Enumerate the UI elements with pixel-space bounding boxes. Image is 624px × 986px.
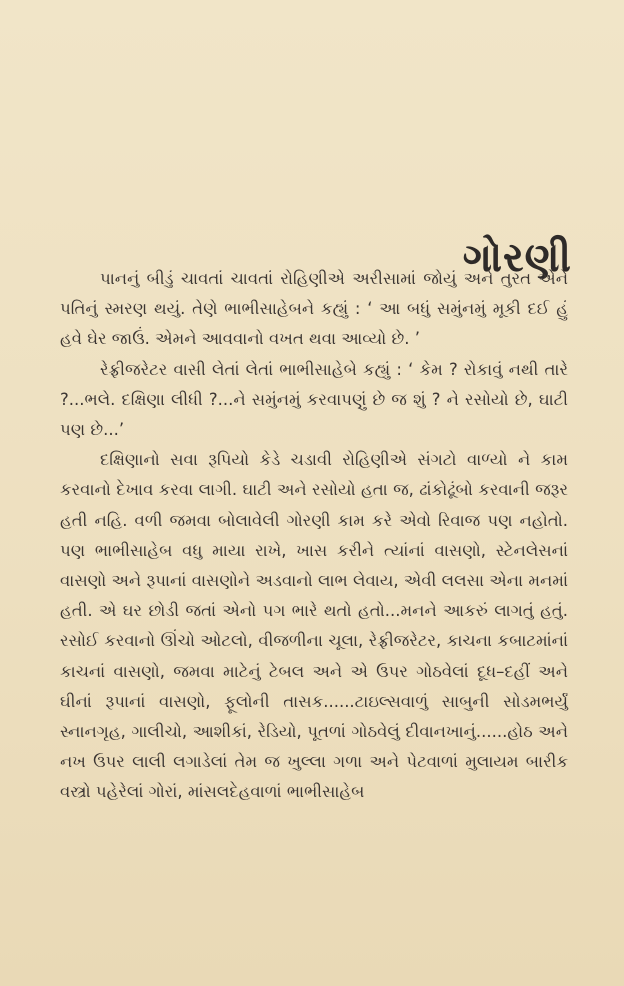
paragraph-1: પાનનું બીડું ચાવતાં ચાવતાં રોહિણીએ અરીસામાં જોયું અને તુરત એને પતિનું સ્મરણ થયું. તેણે ભાભીસાહેબને કહ્યું : ‘ આ બધું સમુંનમું મૂકી દઈ હું હવે ઘેર જાઉં. એમને આવવાનો વખત થવા આવ્યો છે. ’ xyxy=(60,269,568,349)
chapter-title: ગોરણી xyxy=(462,234,572,281)
paragraph-3: દક્ષિણાનો સવા રૂપિયો કેડે ચડાવી રોહિણીએ સંગટો વાળ્યો ને કામ કરવાનો દેખાવ કરવા લાગી. ઘાટી અને રસોયો હતા જ, ઢાંકોઢૂંબો કરવાની જરૂર હતી નહિ. વળી જમવા બોલાવેલી ગોરણી કામ કરે એવો રિવાજ પણ નહોતો. પણ ભાભીસાહેબ વધુ માયા રાખે, ખાસ કરીને ત્યાંનાં વાસણો, સ્ટેનલેસનાં વાસણો અને રૂપાનાં વાસણોને અડવાનો લાભ લેવાય, એવી લલસા એના મનમાં હતી. એ ઘર છોડી જતાં એનો પગ ભારે થતો હતો...મનને આકરું લાગતું હતું. રસોઈ કરવાનો ઊંચો ઓટલો, વીજળીના ચૂલા, રેફ્રીજરેટર, કાચના કબાટમાંનાં કાચનાં વાસણો, જમવા માટેનું ટેબલ અને એ ઉપર ગોઠવેલાં દૂધ–દહીં અને ઘીનાં રૂપાનાં વાસણો, ફૂલોની તાસક......ટાઇલ્સવાળું સાબુની સોડમભર્યું સ્નાનગૃહ, ગાલીચો, આશીકાં, રેડિયો, પૂતળાં ગોઠવેલું દીવાનખાનું......હોઠ અને નખ ઉપર લાલી લગાડેલાં તેમ જ ખુલ્લા ગળા અને પેટવાળાં મુલાયમ બારીક વસ્ત્રો પહેરેલાં ગોરાં, માંસલદેહવાળાં ભાભીસાહેબ xyxy=(60,450,568,802)
paragraph-2: રેફ્રીજરેટર વાસી લેતાં લેતાં ભાભીસાહેબે કહ્યું : ‘ કેમ ? રોકાવું નથી તારે ?...ભલે. દક્ષિણા લીધી ?...ને સમુંનમું કરવાપણું છે જ શું ? ને રસોયો છે, ઘાટી પણ છે...’ xyxy=(60,359,568,440)
chapter-body xyxy=(60,264,568,808)
